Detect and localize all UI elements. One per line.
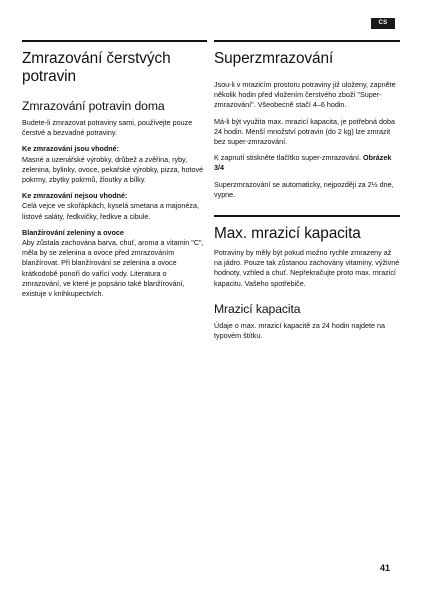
section-rule — [214, 40, 400, 42]
superfreezing-paragraph-1: Jsou-li v mrazicím prostoru potraviny již uloženy, zapněte několik hodin před vložením čerstvého zboží "Super-zmrazování". Všeobecně stačí 4–6 hodin. — [214, 80, 396, 110]
blanching-heading: Blanžírování zeleniny a ovoce — [22, 227, 124, 237]
left-column — [22, 40, 207, 299]
superfreezing-paragraph-4: Superzmrazování se automaticky, nejpozději za 2½ dne, vypne. — [214, 179, 394, 199]
max-capacity-paragraph: Potraviny by měly být pokud možno rychle zmrazeny až na jádro. Pouze tak zůstanou zachovány vitaminy, výživné hodnoty, vzhled a chuť. Nepřekračujte proto max. mrazicí kapacitu. Vašeho spotřebiče. — [214, 248, 400, 288]
superfreezing-instruction: K zapnutí stiskněte tlačítko super-zmrazování. — [214, 153, 364, 163]
page-number: 41 — [380, 563, 391, 573]
superfreezing-paragraph-3 — [214, 153, 400, 173]
right-column — [214, 40, 400, 341]
blanching-text: Aby zůstala zachována barva, chuť, aroma a vitamin "C", měla by se zelenina a ovoce před zmrazováním blanžírovat. Při blanžírování se zelenina a ovoce krátkodobě ponoří do vařící vody. Literatura o zmrazování, ve které je popsáno také blanžírování, existuje v knihkupectvích. — [22, 238, 204, 299]
intro-paragraph: Budete-li zmrazovat potraviny sami, používejte pouze čerstvé a bezvadné potraviny. — [22, 118, 193, 138]
section-title-fresh-freezing: Zmrazování čerstvých potravin — [22, 50, 171, 85]
section-title-max-capacity: Max. mrazicí kapacita — [214, 225, 361, 243]
unsuitable-text: Celá vejce ve skořápkách, kyselá smetana a majonéza, listové saláty, ředkvičky, ředkve a cibule. — [22, 201, 199, 221]
section-rule — [214, 215, 400, 217]
suitable-text: Masné a uzenářské výrobky, drůbež a zvěřina, ryby, zelenina, bylinky, ovoce, pekařské výrobky, pizza, hotové pokrmy, zbytky pokrmů, žloutky a bílky. — [22, 154, 204, 185]
subtitle-home-freezing: Zmrazování potravin doma — [22, 99, 165, 113]
suitable-heading: Ke zmrazování jsou vhodné: — [22, 144, 120, 154]
freezing-capacity-paragraph: Údaje o max. mrazicí kapacitě za 24 hodin najdete na typovém štítku. — [214, 320, 386, 341]
figure-reference: Obrázek 3/4 — [214, 153, 392, 173]
unsuitable-heading: Ke zmrazování nejsou vhodné: — [22, 191, 128, 201]
section-title-superfreezing: Superzmrazování — [214, 50, 334, 67]
superfreezing-paragraph-2: Má-li být využita max. mrazicí kapacita, je potřebná doba 24 hodin. Menší množství potravin (do 2 kg) lze zmrazit bez super-zmrazování. — [214, 116, 395, 147]
subtitle-freezing-capacity: Mrazicí kapacita — [214, 301, 301, 316]
language-badge: CS — [371, 18, 395, 29]
section-rule — [22, 40, 207, 42]
